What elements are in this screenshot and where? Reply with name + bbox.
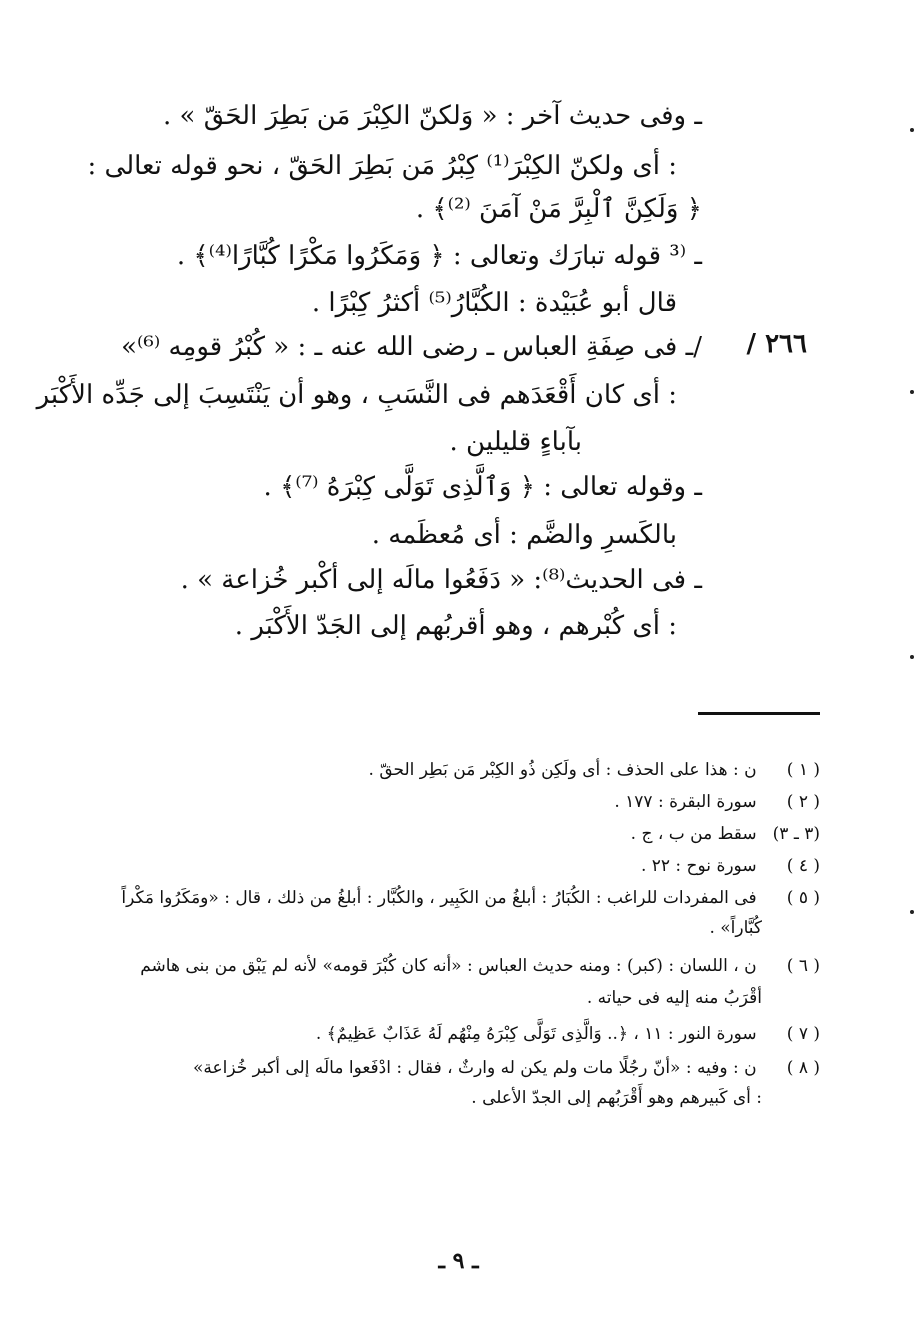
main-line-10: بالكَسرِ والضَّم : أى مُعظَمه .: [371, 520, 677, 550]
main-line-4: ـ ⁽³ قوله تبارَك وتعالى : ﴿ وَمَكَرُوا مَكْرًا كُبَّارًا⁽⁴⁾﴾ .: [176, 241, 702, 271]
footnote-number: ( ٤ ): [786, 856, 820, 876]
footnote-text: سورة البقرة : ١٧٧ .: [614, 792, 757, 812]
footnote-7: [85, 1020, 820, 1048]
footnote-separator: [698, 712, 820, 715]
main-line-9: ـ وقوله تعالى : ﴿ وَٱلَّذِى تَوَلَّى كِبْرَهُ ⁽⁷⁾﴾ .: [263, 472, 702, 502]
scan-speck: [910, 128, 914, 132]
main-line-1: ـ وفى حديث آخر : « وَلكنّ الكِبْرَ مَن بَطِرَ الحَقّ » .: [163, 101, 702, 131]
footnote-text: سقط من ب ، ج .: [630, 824, 757, 844]
main-line-8: بآباءٍ قليلين .: [449, 427, 582, 457]
footnote-text: ن : وفيه : «أنّ رجُلًا مات ولم يكن له وارثٌ ، فقال : ادْفَعوا مالَه إلى أكبر خُزاعة»: [192, 1058, 757, 1078]
footnote-text: ن : هذا على الحذف : أى ولَكِن ذُو الكِبْر مَن بَطِر الحقّ .: [368, 760, 757, 780]
main-line-7: : أى كان أَقْعَدَهم فى النَّسَبِ ، وهو أن يَنْتَسِبَ إلى جَدِّه الأَكْبَر: [36, 380, 677, 410]
footnote-5: [85, 884, 820, 912]
footnote-number: ( ٧ ): [786, 1024, 820, 1044]
page-number: ـ ٩ ـ: [438, 1248, 479, 1274]
footnote-number: ( ٦ ): [786, 956, 820, 976]
scan-speck: [910, 655, 914, 659]
footnote-6: [85, 952, 820, 980]
footnote-3: [85, 820, 820, 848]
footnote-4: [85, 852, 820, 880]
footnote-number: ( ٥ ): [786, 888, 820, 908]
scan-speck: [910, 910, 914, 914]
footnote-8: [85, 1054, 820, 1082]
main-line-2: : أى ولكنّ الكِبْرَ⁽¹⁾ كِبْرُ مَن بَطِرَ الحَقّ ، نحو قوله تعالى :: [87, 151, 677, 181]
footnote-text: فى المفردات للراغب : الكُبَارُ : أبلغُ من الكَبِير ، والكُبَّار : أبلغُ من ذلك ، قال : «ومَكَرُوا مَكْراً: [121, 888, 757, 908]
entry-number: ٢٦٦ /: [746, 329, 807, 359]
footnote-5-continuation: كُبَّاراً» .: [709, 918, 762, 938]
main-line-6: /ـ فى صِفَةِ العباس ـ رضى الله عنه ـ : « كُبْرُ قومِه ⁽⁶⁾»: [121, 332, 702, 362]
scan-speck: [910, 390, 914, 394]
main-line-12: : أى كُبْرهم ، وهو أقربُهم إلى الجَدّ الأَكْبَر .: [234, 611, 677, 641]
main-line-5: قال أبو عُبَيْدة : الكُبَّارُ⁽⁵⁾ أكثرُ كِبْرًا .: [311, 288, 677, 318]
main-line-11: ـ فى الحديث⁽⁸⁾: « دَفَعُوا مالَه إلى أكْبر خُزاعة » .: [180, 565, 702, 595]
footnote-6-continuation: أقْرَبُ منه إليه فى حياته .: [586, 988, 762, 1008]
footnote-text: سورة نوح : ٢٢ .: [640, 856, 757, 876]
footnote-number: ( ٨ ): [786, 1058, 820, 1078]
footnote-number: ( ٢ ): [786, 792, 820, 812]
footnote-text: ن ، اللسان : (كبر) : ومنه حديث العباس : «أنه كان كُبْرَ قومه» لأنه لم يَبْق من بنى هاشم: [140, 956, 757, 976]
footnote-2: [85, 788, 820, 816]
footnote-text: سورة النور : ١١ ، ﴿.. وَالَّذِى تَوَلَّى كِبْرَهُ مِنْهُم لَهُ عَذَابٌ عَظِيمٌ﴾ .: [315, 1024, 757, 1044]
footnote-8-continuation: : أى كَبيرهم وهو أَقْرَبُهم إلى الجدّ الأعلى .: [471, 1088, 762, 1108]
footnote-number: ( ١ ): [786, 760, 820, 780]
footnote-1: [85, 756, 820, 784]
footnote-number: (٣ ـ ٣): [772, 824, 820, 844]
main-line-3: ﴿ وَلَكِنَّ ٱلْبِرَّ مَنْ آمَنَ ⁽²⁾﴾ .: [415, 194, 702, 224]
